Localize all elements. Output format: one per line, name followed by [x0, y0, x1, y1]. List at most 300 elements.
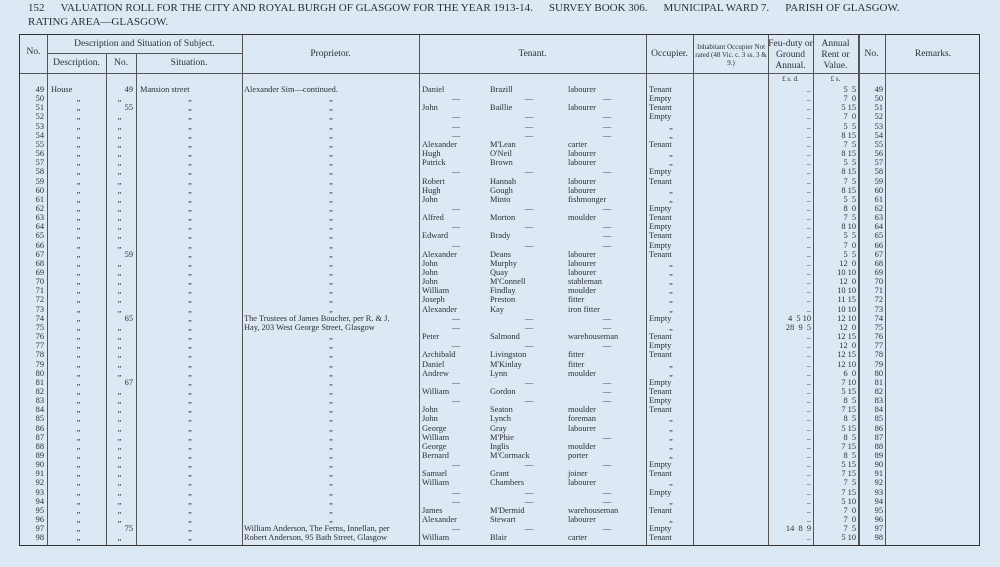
row-no: 74 — [35, 313, 44, 323]
row-no: 97 — [35, 524, 44, 534]
tenant-first-name: John — [422, 277, 438, 287]
row-description: „ — [76, 130, 81, 140]
rating-area: RATING AREA—GLASGOW. — [28, 16, 169, 28]
row-number: „ — [117, 469, 122, 479]
row-description: „ — [76, 368, 81, 378]
tenant-first-name: Alexander — [422, 304, 457, 314]
row-description: „ — [76, 432, 81, 442]
tenant-occupation: — — [602, 112, 612, 122]
tenant-surname: Seaton — [490, 405, 513, 415]
table-row — [20, 286, 981, 295]
row-description: „ — [76, 322, 81, 332]
row-feu-duty: .. — [806, 405, 811, 415]
row-number: 67 — [124, 377, 133, 387]
row-proprietor: „ — [329, 112, 333, 122]
row-annual-rent: 7 5 — [843, 524, 856, 534]
row-number: „ — [117, 322, 122, 332]
row-situation: „ — [188, 460, 192, 470]
row-situation: „ — [188, 149, 192, 159]
row-no: 66 — [35, 240, 44, 250]
row-situation: „ — [188, 121, 192, 131]
row-feu-duty: .. — [806, 176, 811, 186]
row-number: „ — [117, 213, 122, 223]
row-description: „ — [76, 441, 81, 451]
row-annual-rent: 11 15 — [837, 295, 856, 305]
row-situation: „ — [188, 487, 192, 497]
row-no: 91 — [35, 469, 44, 479]
row-occupier: Tenant — [649, 176, 672, 186]
row-annual-rent: 5 15 — [841, 423, 856, 433]
tenant-occupation: labourer — [568, 185, 596, 195]
row-no: 83 — [35, 396, 44, 406]
row-occupier: Empty — [649, 94, 672, 104]
table-row — [20, 469, 981, 478]
tenant-occupation: moulder — [568, 368, 596, 378]
row-no-right: 64 — [874, 222, 883, 232]
row-description: „ — [76, 386, 81, 396]
tenant-occupation: — — [602, 313, 612, 323]
row-feu-duty: .. — [806, 295, 811, 305]
row-no-right: 62 — [874, 203, 883, 213]
tenant-first-name: — — [451, 377, 461, 387]
tenant-occupation: stableman — [568, 277, 602, 287]
row-number: „ — [117, 167, 122, 177]
tenant-surname: Blair — [490, 533, 507, 543]
row-feu-duty: .. — [806, 130, 811, 140]
row-proprietor: „ — [329, 295, 333, 305]
table-row — [20, 433, 981, 442]
row-situation: „ — [188, 249, 192, 259]
tenant-first-name: John — [422, 103, 438, 113]
tenant-surname: Inglis — [490, 441, 510, 451]
row-occupier: Empty — [649, 112, 672, 122]
row-feu-duty: .. — [806, 515, 811, 525]
row-occupier: „ — [669, 496, 673, 506]
table-row — [20, 177, 981, 186]
row-description: „ — [76, 277, 81, 287]
row-annual-rent: 7 15 — [841, 441, 856, 451]
tenant-surname: — — [524, 222, 534, 232]
tenant-first-name: Patrick — [422, 158, 446, 168]
table-row — [20, 360, 981, 369]
tenant-first-name: — — [451, 121, 461, 131]
row-description: „ — [76, 231, 81, 241]
table-row — [20, 204, 981, 213]
row-no: 64 — [35, 222, 44, 232]
row-occupier: Empty — [649, 524, 672, 534]
row-description: „ — [76, 94, 81, 104]
tenant-occupation: moulder — [568, 286, 596, 296]
row-number: „ — [117, 332, 122, 342]
row-no-right: 90 — [874, 460, 883, 470]
row-no-right: 70 — [874, 277, 883, 287]
row-occupier: Empty — [649, 313, 672, 323]
row-situation: „ — [188, 203, 192, 213]
col-proprietor: Proprietor. — [310, 49, 351, 59]
row-annual-rent: 7 5 — [843, 176, 856, 186]
row-occupier: Tenant — [649, 249, 672, 259]
row-no-right: 54 — [874, 130, 883, 140]
table-row — [20, 250, 981, 259]
row-situation: „ — [188, 469, 192, 479]
row-no: 82 — [35, 386, 44, 396]
row-occupier: Tenant — [649, 231, 672, 241]
row-no: 92 — [35, 478, 44, 488]
row-no-right: 94 — [874, 496, 883, 506]
tenant-occupation: — — [602, 396, 612, 406]
row-annual-rent: 8 5 — [843, 414, 856, 424]
tenant-occupation: moulder — [568, 405, 596, 415]
row-occupier: „ — [669, 368, 673, 378]
row-feu-duty: .. — [806, 277, 811, 287]
table-row — [20, 405, 981, 414]
row-no: 62 — [35, 203, 44, 213]
row-no-right: 85 — [874, 414, 883, 424]
table-row — [20, 140, 981, 149]
row-number: „ — [117, 341, 122, 351]
row-annual-rent: 12 15 — [837, 332, 856, 342]
row-no: 67 — [35, 249, 44, 259]
row-number: „ — [117, 359, 122, 369]
row-annual-rent: 7 0 — [843, 505, 856, 515]
row-no: 73 — [35, 304, 44, 314]
row-number: „ — [117, 130, 122, 140]
tenant-occupation: labourer — [568, 478, 596, 488]
tenant-first-name: — — [451, 496, 461, 506]
tenant-occupation: labourer — [568, 158, 596, 168]
table-row — [20, 231, 981, 240]
tenant-occupation: — — [602, 240, 612, 250]
tenant-first-name: William — [422, 432, 450, 442]
row-occupier: Tenant — [649, 332, 672, 342]
tenant-surname: — — [524, 524, 534, 534]
row-situation: „ — [188, 350, 192, 360]
tenant-first-name: — — [451, 167, 461, 177]
row-no: 49 — [35, 85, 44, 94]
table-row — [20, 378, 981, 387]
row-occupier: „ — [669, 258, 673, 268]
row-situation: „ — [188, 130, 192, 140]
tenant-surname: M'Cormack — [490, 451, 530, 460]
tenant-occupation: — — [602, 460, 612, 470]
row-feu-duty: .. — [806, 432, 811, 442]
row-annual-rent: 8 15 — [841, 167, 856, 177]
row-proprietor: „ — [329, 149, 333, 159]
tenant-first-name: — — [451, 112, 461, 122]
row-no-right: 82 — [874, 386, 883, 396]
row-description: „ — [76, 496, 81, 506]
row-occupier: „ — [669, 295, 673, 305]
row-annual-rent: 8 10 — [841, 222, 856, 232]
row-no: 86 — [35, 423, 44, 433]
tenant-first-name: Robert — [422, 176, 445, 186]
row-number: „ — [117, 268, 122, 277]
row-description: House — [51, 85, 73, 94]
tenant-occupation: — — [602, 130, 612, 140]
row-situation: Mansion street — [140, 85, 190, 94]
row-no-right: 78 — [874, 350, 883, 360]
row-occupier: Empty — [649, 341, 672, 351]
row-annual-rent: 5 5 — [843, 194, 856, 204]
row-situation: „ — [188, 396, 192, 406]
row-proprietor: „ — [329, 167, 333, 177]
row-number: „ — [117, 194, 122, 204]
row-occupier: „ — [669, 158, 673, 168]
row-feu-duty: .. — [806, 368, 811, 378]
row-feu-duty: .. — [806, 478, 811, 488]
row-occupier: „ — [669, 286, 673, 296]
col-remarks: Remarks. — [914, 49, 952, 59]
row-occupier: „ — [669, 441, 673, 451]
tenant-first-name: Alexander — [422, 515, 457, 525]
tenant-surname: M'Dermid — [490, 505, 525, 515]
row-no: 55 — [35, 139, 44, 149]
row-number: „ — [117, 304, 122, 314]
row-description: „ — [76, 350, 81, 360]
row-no-right: 53 — [874, 121, 883, 131]
parish: PARISH OF GLASGOW. — [785, 2, 900, 14]
row-number: 59 — [124, 249, 133, 259]
table-row — [20, 387, 981, 396]
row-proprietor: „ — [329, 231, 333, 241]
row-annual-rent: 7 15 — [841, 469, 856, 479]
row-no-right: 52 — [874, 112, 883, 122]
row-proprietor: „ — [329, 505, 333, 515]
row-no-right: 49 — [874, 85, 883, 94]
tenant-first-name: — — [451, 130, 461, 140]
table-row — [20, 488, 981, 497]
row-situation: „ — [188, 304, 192, 314]
row-occupier: Empty — [649, 240, 672, 250]
table-row — [20, 103, 981, 112]
row-proprietor: „ — [329, 222, 333, 232]
row-number: „ — [117, 432, 122, 442]
row-annual-rent: 6 0 — [843, 368, 856, 378]
row-annual-rent: 8 0 — [843, 203, 856, 213]
row-description: „ — [76, 487, 81, 497]
row-occupier: Tenant — [649, 213, 672, 223]
col-no-right: No. — [864, 49, 879, 59]
table-row — [20, 268, 981, 277]
row-no: 84 — [35, 405, 44, 415]
tenant-occupation: — — [602, 231, 612, 241]
row-no: 52 — [35, 112, 44, 122]
tenant-occupation: — — [602, 432, 612, 442]
row-annual-rent: 7 0 — [843, 112, 856, 122]
row-description: „ — [76, 478, 81, 488]
row-number: „ — [117, 496, 122, 506]
col-feu-duty: Feu-duty or Ground Annual. — [768, 39, 813, 71]
table-row — [20, 533, 981, 542]
row-situation: „ — [188, 176, 192, 186]
tenant-occupation: — — [602, 377, 612, 387]
tenant-occupation: labourer — [568, 258, 596, 268]
row-annual-rent: 7 5 — [843, 213, 856, 223]
row-annual-rent: 8 5 — [843, 451, 856, 460]
row-occupier: Empty — [649, 487, 672, 497]
row-occupier: „ — [669, 194, 673, 204]
row-feu-duty: .. — [806, 332, 811, 342]
tenant-first-name: — — [451, 222, 461, 232]
row-no-right: 89 — [874, 451, 883, 460]
row-situation: „ — [188, 94, 192, 104]
row-proprietor: „ — [329, 277, 333, 287]
tenant-first-name: — — [451, 341, 461, 351]
row-situation: „ — [188, 185, 192, 195]
row-no: 72 — [35, 295, 44, 305]
row-proprietor: „ — [329, 386, 333, 396]
tenant-surname: Stewart — [490, 515, 516, 525]
tenant-first-name: — — [451, 94, 461, 104]
row-description: „ — [76, 139, 81, 149]
row-number: „ — [117, 487, 122, 497]
row-annual-rent: 5 15 — [841, 386, 856, 396]
tenant-first-name: — — [451, 524, 461, 534]
row-number: 49 — [124, 85, 133, 94]
row-description: „ — [76, 258, 81, 268]
row-no-right: 74 — [874, 313, 883, 323]
row-no-right: 76 — [874, 332, 883, 342]
row-description: „ — [76, 423, 81, 433]
row-situation: „ — [188, 368, 192, 378]
row-feu-duty: .. — [806, 396, 811, 406]
row-occupier: Tenant — [649, 386, 672, 396]
tenant-surname: Livingston — [490, 350, 527, 360]
tenant-first-name: John — [422, 268, 438, 277]
row-no: 69 — [35, 268, 44, 277]
row-proprietor: „ — [329, 94, 333, 104]
row-no-right: 68 — [874, 258, 883, 268]
row-description: „ — [76, 515, 81, 525]
row-description: „ — [76, 185, 81, 195]
col-tenant: Tenant. — [518, 49, 547, 59]
table-row — [20, 122, 981, 131]
table-row — [20, 323, 981, 332]
row-feu-duty: .. — [806, 441, 811, 451]
tenant-occupation: fitter — [568, 350, 585, 360]
table-row — [20, 295, 981, 304]
row-proprietor: „ — [329, 396, 333, 406]
row-no-right: 97 — [874, 524, 883, 534]
tenant-surname: — — [524, 341, 534, 351]
row-situation: „ — [188, 441, 192, 451]
row-proprietor: „ — [329, 441, 333, 451]
table-row — [20, 396, 981, 405]
tenant-surname: — — [524, 496, 534, 506]
row-description: „ — [76, 103, 81, 113]
tenant-surname: Grant — [490, 469, 510, 479]
row-proprietor: „ — [329, 103, 333, 113]
row-situation: „ — [188, 167, 192, 177]
row-feu-duty: .. — [806, 158, 811, 168]
valuation-table — [19, 34, 980, 546]
col-inhabitant: Inhabitant Occupier Not rated (48 Vic. c. 3 ss. 3 & 9.) — [695, 43, 767, 67]
row-proprietor: Hay, 203 West George Street, Glasgow — [244, 322, 375, 332]
row-feu-duty: .. — [806, 185, 811, 195]
row-no-right: 86 — [874, 423, 883, 433]
tenant-occupation: — — [602, 121, 612, 131]
row-annual-rent: 7 15 — [841, 405, 856, 415]
row-no: 93 — [35, 487, 44, 497]
table-row — [20, 277, 981, 286]
tenant-first-name: William — [422, 478, 450, 488]
row-description: „ — [76, 203, 81, 213]
row-no: 79 — [35, 359, 44, 369]
row-no-right: 77 — [874, 341, 883, 351]
feu-units: £ s. d. — [782, 75, 799, 83]
row-no: 90 — [35, 460, 44, 470]
row-number: 65 — [124, 313, 133, 323]
row-situation: „ — [188, 258, 192, 268]
row-number: „ — [117, 451, 122, 460]
tenant-occupation: labourer — [568, 176, 596, 186]
tenant-surname: Lynn — [490, 368, 508, 378]
row-proprietor: „ — [329, 158, 333, 168]
tenant-first-name: George — [422, 441, 447, 451]
row-feu-duty: .. — [806, 194, 811, 204]
row-description: „ — [76, 194, 81, 204]
row-proprietor: Robert Anderson, 95 Bath Street, Glasgow — [244, 533, 388, 543]
row-annual-rent: 10 10 — [837, 304, 856, 314]
row-no-right: 92 — [874, 478, 883, 488]
row-proprietor: William Anderson, The Ferns, Innellan, per — [244, 524, 390, 534]
row-proprietor: „ — [329, 496, 333, 506]
row-annual-rent: 7 5 — [843, 478, 856, 488]
table-row — [20, 451, 981, 460]
tenant-first-name: James — [422, 505, 443, 515]
row-occupier: Tenant — [649, 103, 672, 113]
roll-title: VALUATION ROLL FOR THE CITY AND ROYAL BURGH OF GLASGOW FOR THE YEAR 1913-14. — [60, 2, 533, 14]
table-row — [20, 314, 981, 323]
page-header — [28, 2, 983, 29]
row-occupier: „ — [669, 149, 673, 159]
row-annual-rent: 7 0 — [843, 515, 856, 525]
row-occupier: „ — [669, 277, 673, 287]
row-description: „ — [76, 414, 81, 424]
row-no-right: 96 — [874, 515, 883, 525]
row-proprietor: „ — [329, 423, 333, 433]
row-occupier: „ — [669, 515, 673, 525]
tenant-first-name: Hugh — [422, 185, 441, 195]
rent-units: £ s. — [830, 75, 841, 83]
row-situation: „ — [188, 322, 192, 332]
table-row — [20, 332, 981, 341]
row-situation: „ — [188, 277, 192, 287]
tenant-first-name: John — [422, 194, 438, 204]
row-occupier: „ — [669, 478, 673, 488]
municipal-ward: MUNICIPAL WARD 7. — [663, 2, 770, 14]
row-number: „ — [117, 158, 122, 168]
tenant-occupation: — — [602, 487, 612, 497]
row-annual-rent: 7 5 — [843, 139, 856, 149]
row-feu-duty: .. — [806, 222, 811, 232]
row-situation: „ — [188, 341, 192, 351]
tenant-occupation: fishmonger — [568, 194, 607, 204]
tenant-surname: Gordon — [490, 386, 516, 396]
row-number: „ — [117, 505, 122, 515]
row-no: 51 — [35, 103, 44, 113]
row-no: 75 — [35, 322, 44, 332]
row-number: 75 — [124, 524, 133, 534]
row-situation: „ — [188, 451, 192, 460]
row-occupier: „ — [669, 130, 673, 140]
table-row — [20, 369, 981, 378]
row-situation: „ — [188, 524, 192, 534]
row-no-right: 79 — [874, 359, 883, 369]
col-num: No. — [114, 58, 128, 68]
row-description: „ — [76, 249, 81, 259]
row-proprietor: „ — [329, 203, 333, 213]
